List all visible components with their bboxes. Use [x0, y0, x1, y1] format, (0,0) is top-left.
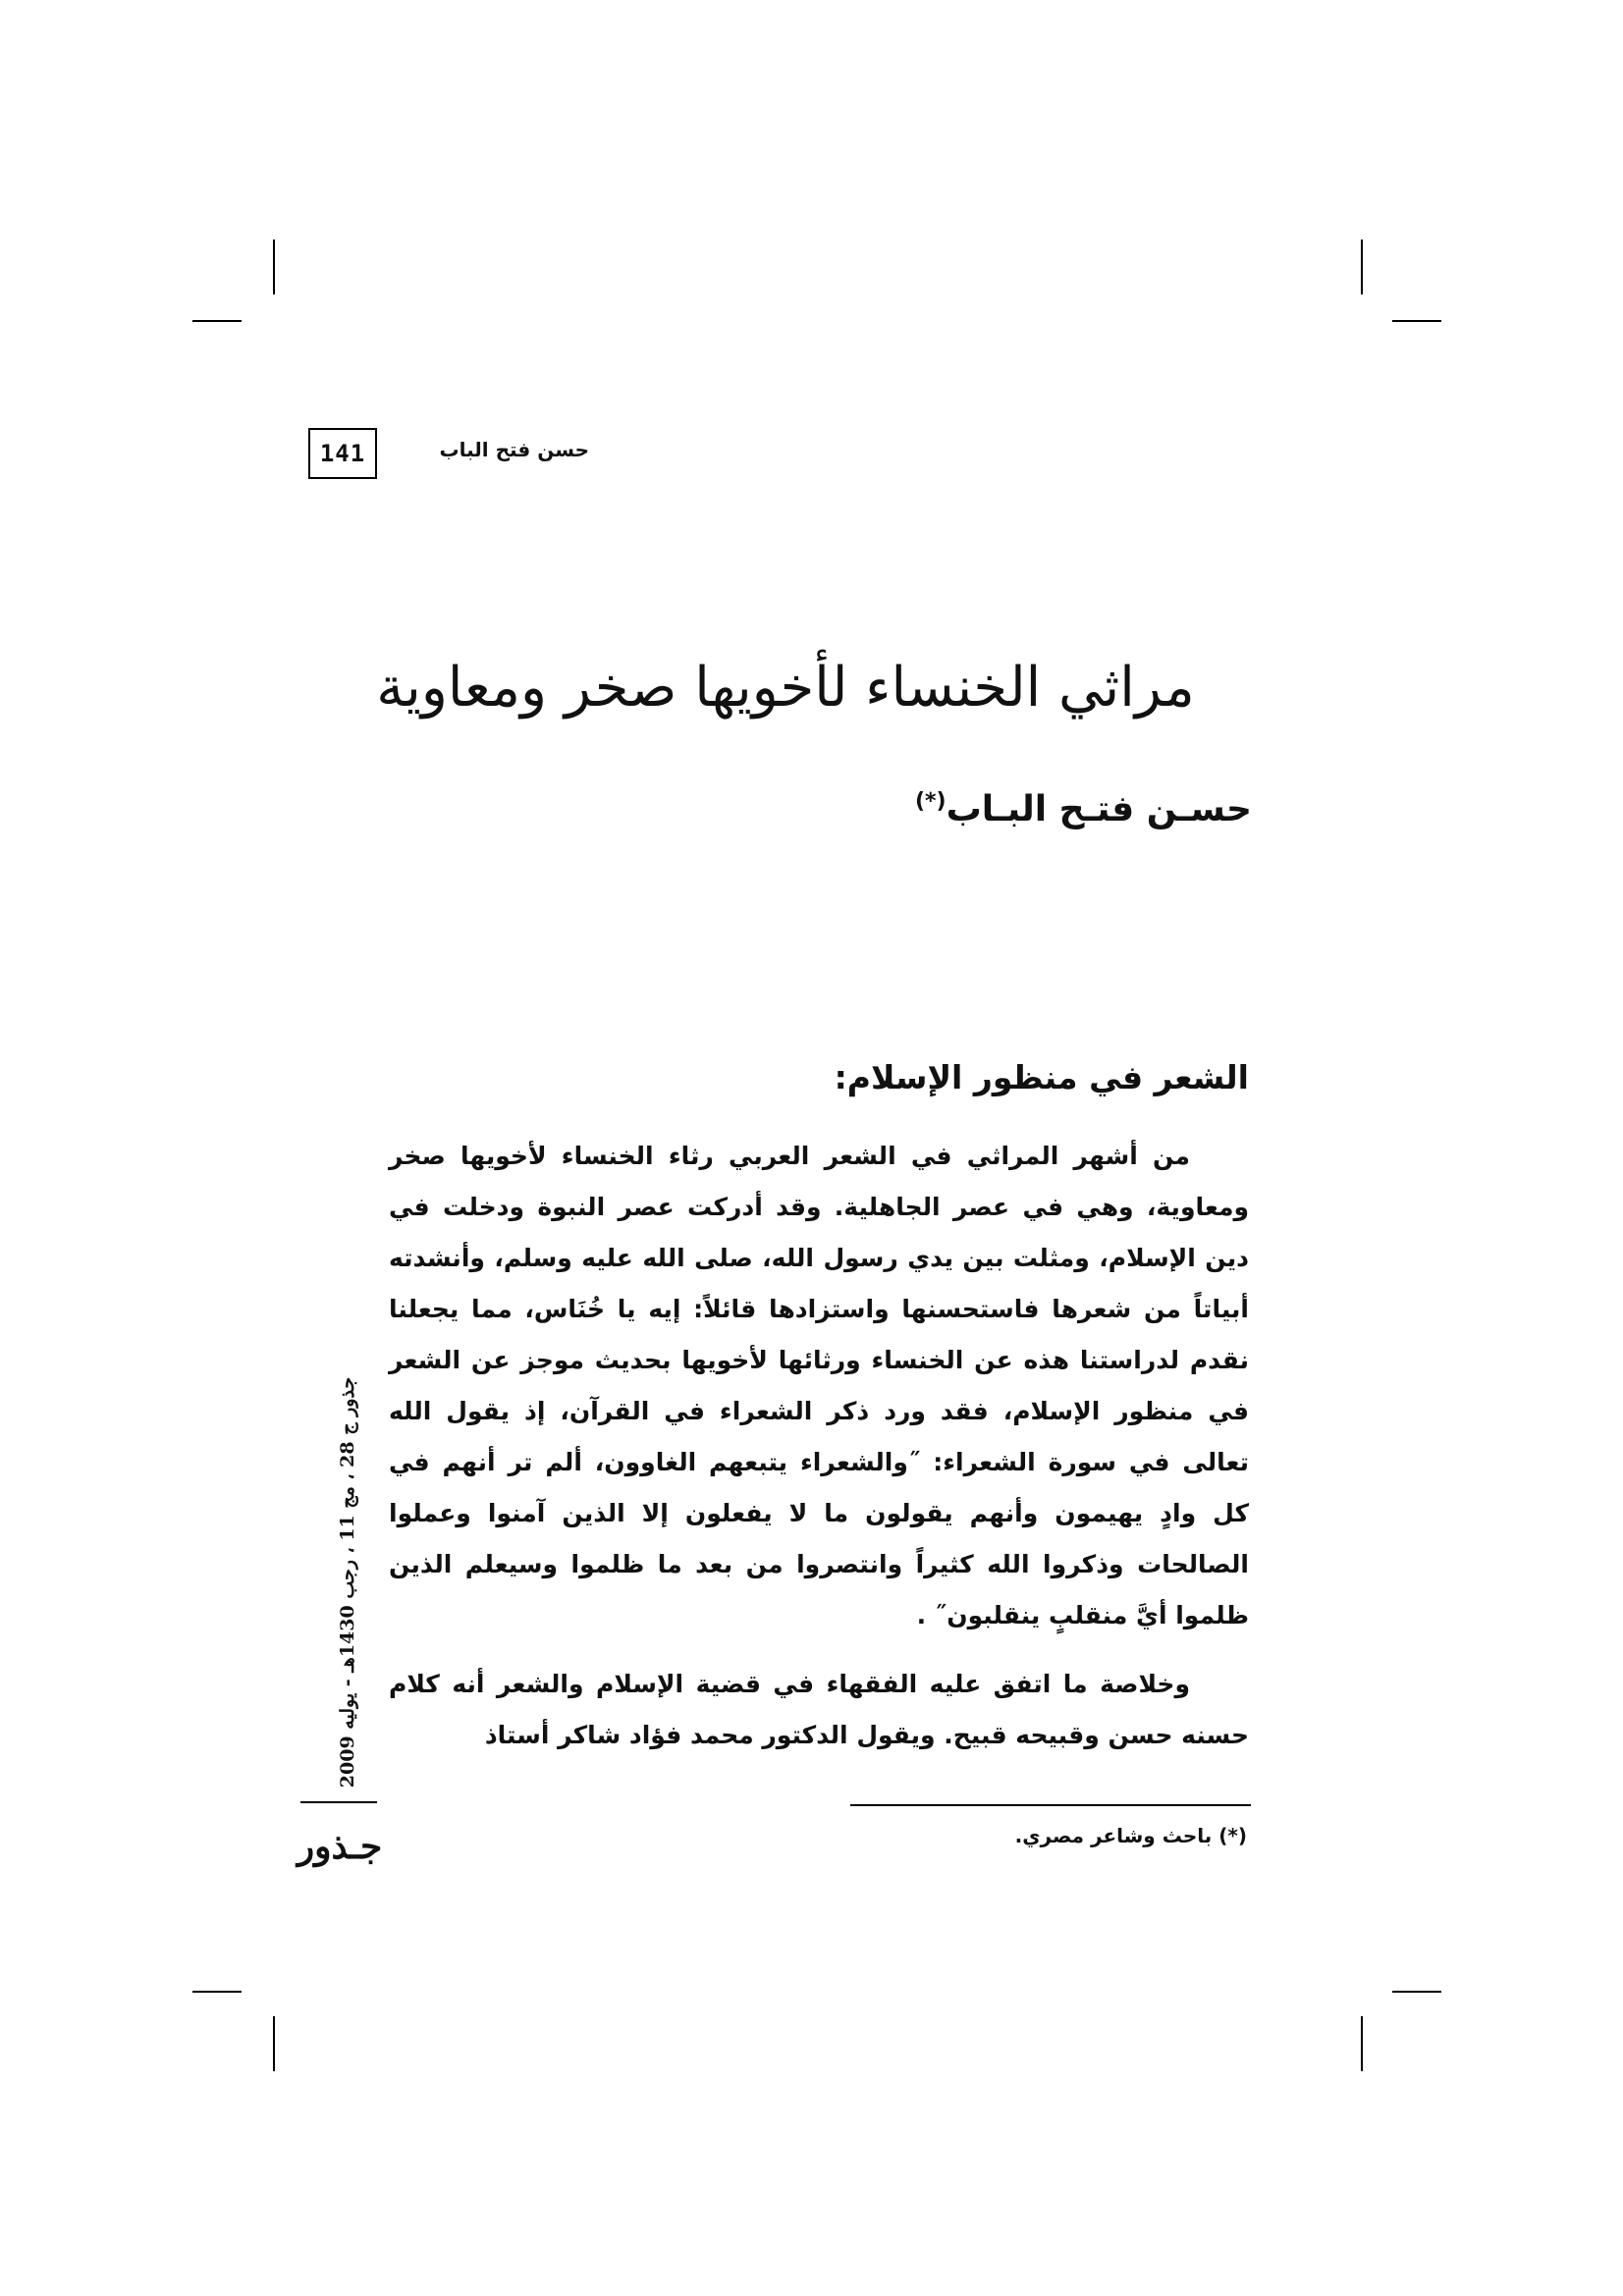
crop-mark-bottom-right-horizontal: [1392, 1991, 1441, 1993]
running-head: حسن فتح الباب: [439, 438, 589, 461]
crop-mark-top-left-horizontal: [192, 320, 242, 322]
crop-mark-top-right-vertical: [1361, 240, 1363, 294]
crop-mark-top-right-horizontal: [1392, 320, 1441, 322]
paragraph: وخلاصة ما اتفق عليه الفقهاء في قضية الإسلام والشعر أنه كلام حسنه حسن وقبيحه قبيح. ويقول الدكتور محمد فؤاد شاكر أستاذ: [389, 1670, 1249, 1749]
footnote: (*) باحث وشاعر مصري.: [1014, 1824, 1247, 1847]
journal-issue-info: [328, 1366, 367, 1798]
sidebar-rule: [300, 1801, 377, 1803]
author-footnote-mark: (*): [914, 789, 947, 814]
article-title: مراثي الخنساء لأخويها صخر ومعاوية: [376, 656, 1195, 720]
footnote-rule: [850, 1804, 1251, 1806]
page-number: 141: [319, 440, 366, 467]
author-line: [785, 789, 1252, 829]
journal-logo: جـذور: [297, 1826, 383, 1867]
paragraph: من أشهر المراثي في الشعر العربي رثاء الخنساء لأخويها صخر ومعاوية، وهي في عصر الجاهلية. وقد أدركت عصر النبوة ودخلت في دين الإسلام، ومثلت بين يدي رسول الله، صلى الله عليه وسلم، وأنشدته أبياتاً من شعرها فاستحسنها واستزادها قائلاً: إيه يا خُنَاس، مما يجعلنا نقدم لدراستنا هذه عن الخنساء ورثائها لأخويها بحديث موجز عن الشعر في منظور الإسلام، فقد ورد ذكر الشعراء في القرآن، إذ يقول الله تعالى في سورة الشعراء: ˝والشعراء يتبعهم الغاوون، ألم تر أنهم في كل وادٍ يهيمون وأنهم يقولون ما لا يفعلون إلا الذين آمنوا وعملوا الصالحات وذكروا الله كثيراً وانتصروا من بعد ما ظلموا وسيعلم الذين ظلموا أيَّ منقلبٍ ينقلبون˝ .: [389, 1142, 1249, 1629]
page-number-box: [308, 428, 377, 479]
section-heading: الشعر في منظور الإسلام:: [834, 1058, 1249, 1096]
crop-mark-bottom-left-vertical: [273, 2016, 275, 2071]
crop-mark-bottom-right-vertical: [1361, 2016, 1363, 2071]
crop-mark-top-left-vertical: [273, 240, 275, 294]
journal-issue-text: جذور ج 28 ، مج 11 ، رجب 1430هـ - يوليه 2009: [337, 1376, 359, 1789]
crop-mark-bottom-left-horizontal: [192, 1991, 242, 1993]
author-name: حسـن فتـح البـاب: [946, 789, 1252, 829]
body-text: [389, 1131, 1249, 1761]
